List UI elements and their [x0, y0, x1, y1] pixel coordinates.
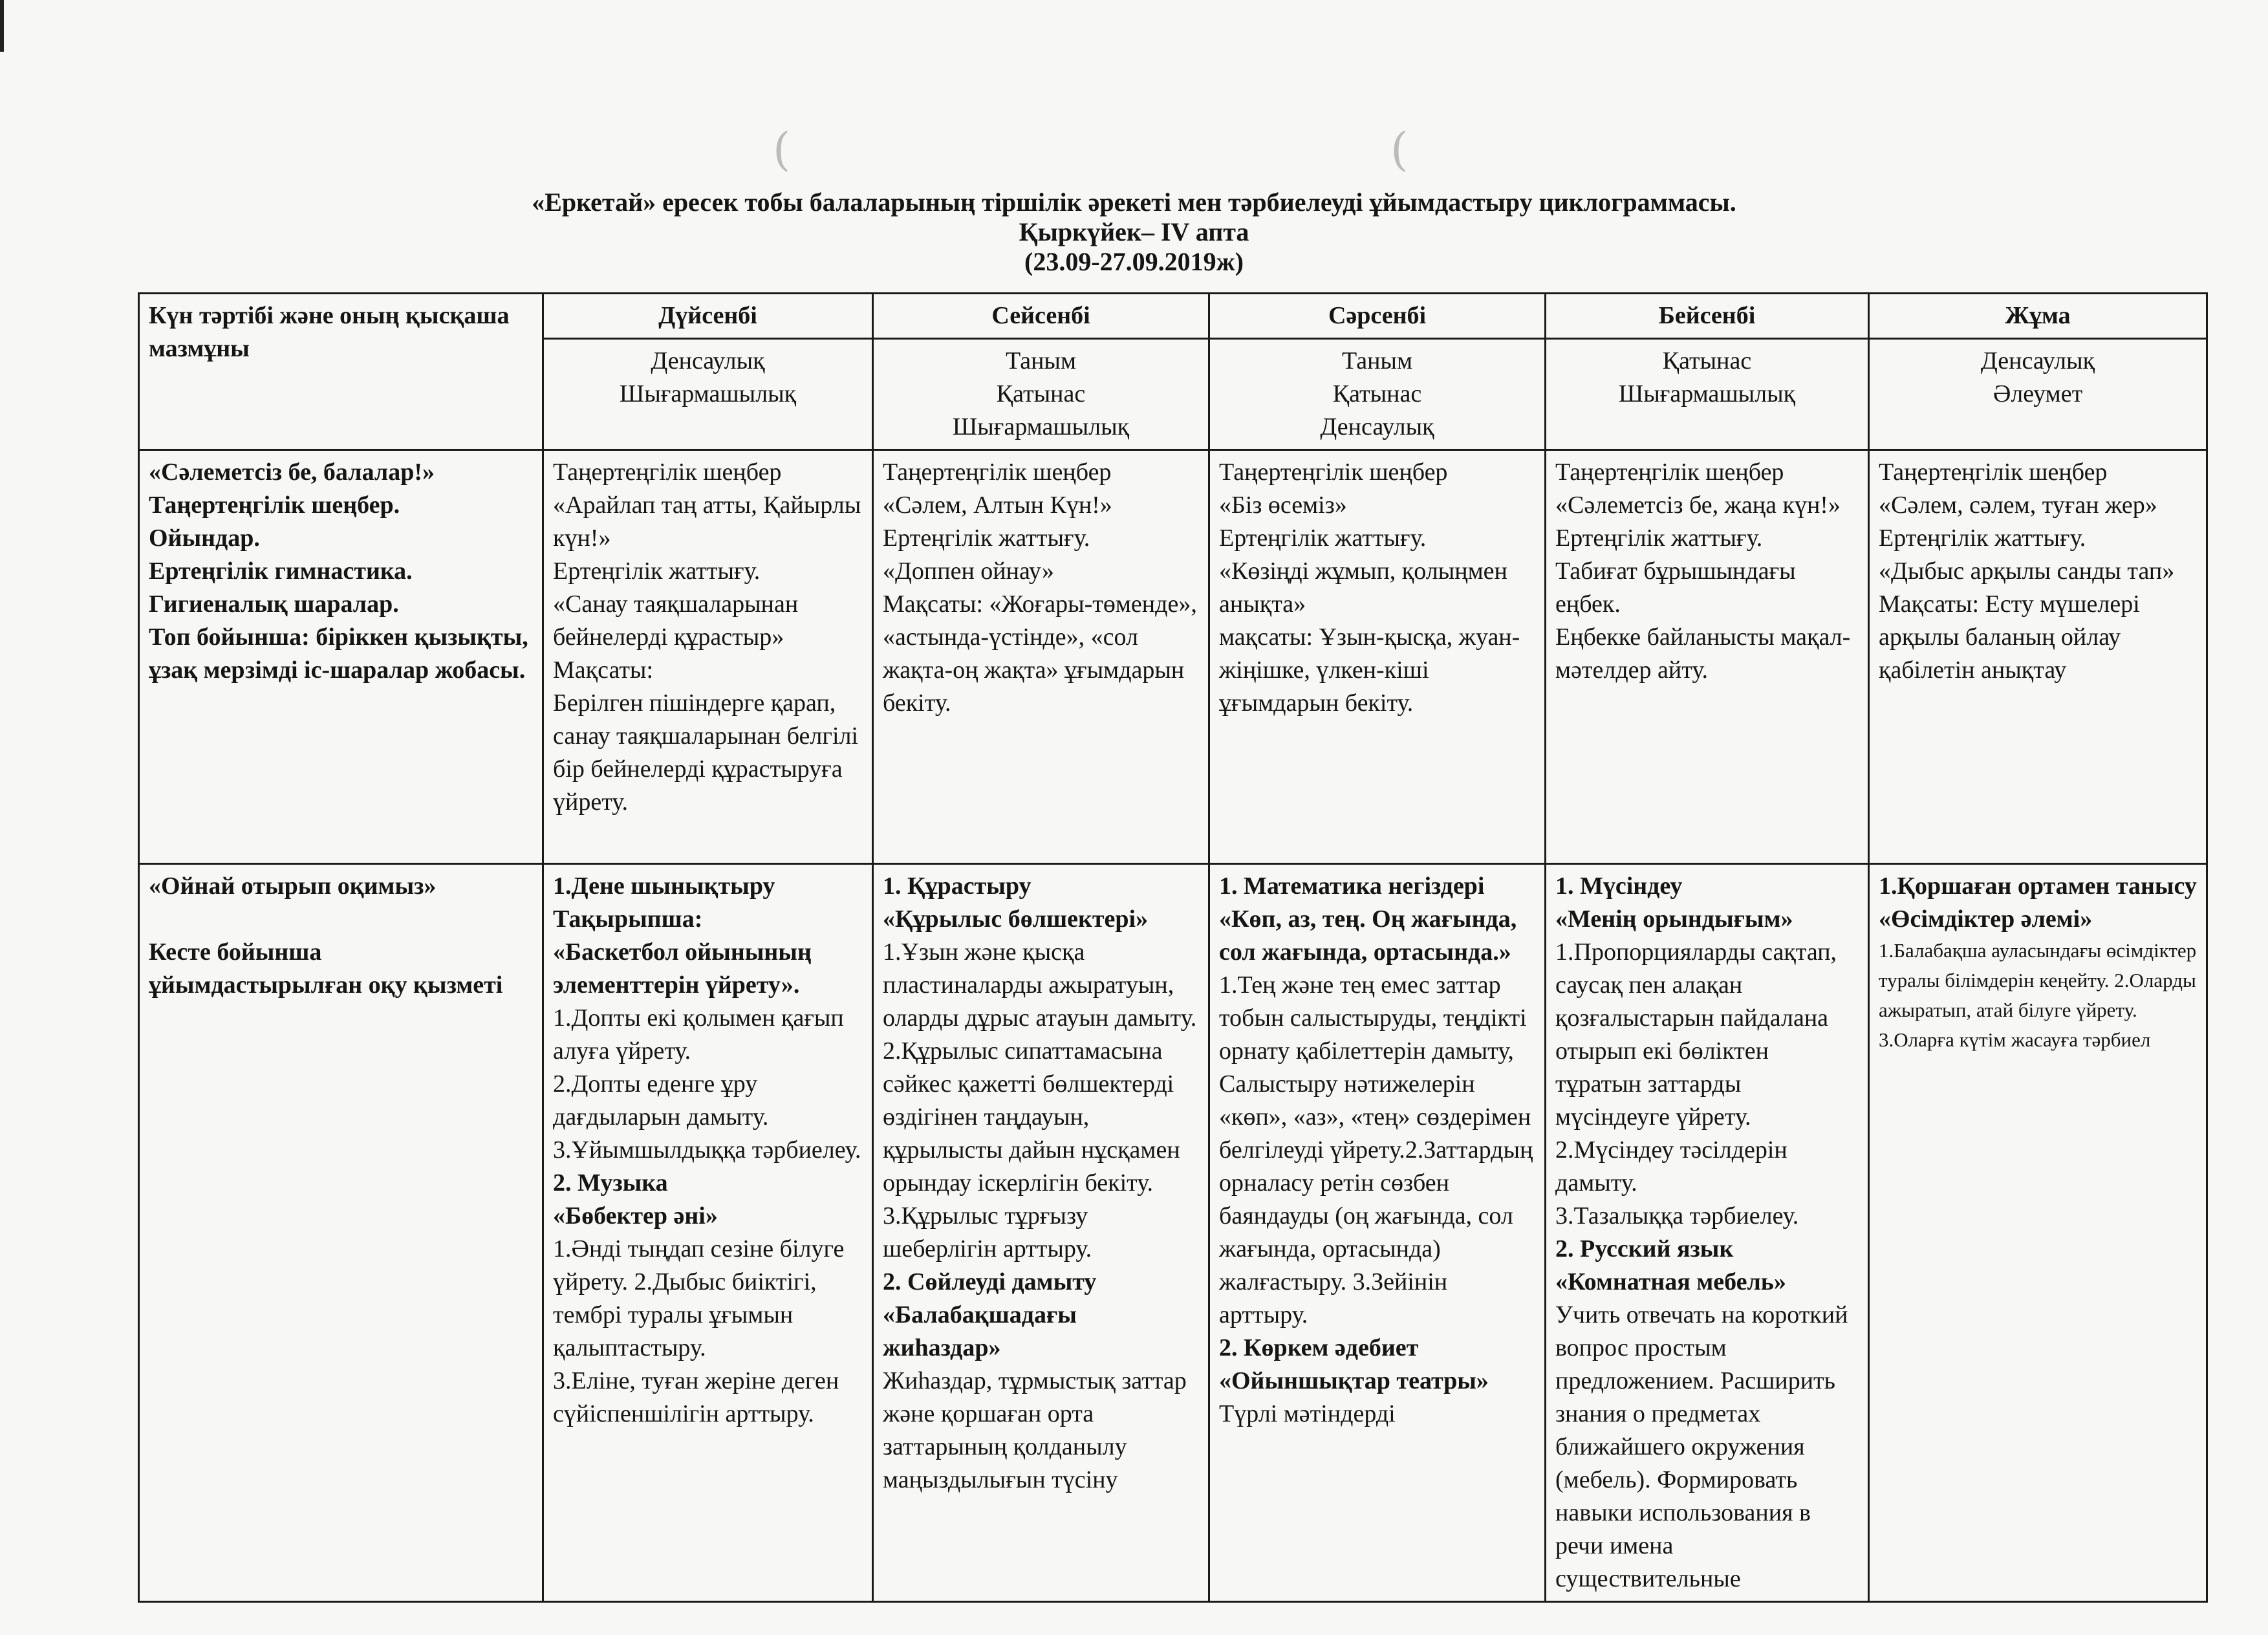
header-day-monday: Дүйсенбі	[543, 294, 873, 339]
cell-line: Таңертеңгілік шеңбер	[1879, 459, 2108, 486]
subject-heading: 1.Дене шынықтыру	[553, 872, 775, 900]
cell-line: Ертеңгілік жаттығу.	[883, 525, 1090, 552]
subject-text: 1.Допты екі қолымен қағып алуға үйрету.	[553, 1004, 844, 1065]
area-label: Денсаулық	[1320, 413, 1434, 440]
subject-text: 3.Ұйымшылдыққа тәрбиелеу.	[553, 1136, 861, 1164]
row2-label	[139, 864, 543, 1602]
cell-line: «Арайлап таң атты, Қайырлы күн!»	[553, 492, 861, 552]
row1-label-line: Ертеңгілік гимнастика.	[149, 558, 413, 585]
subject-text: 1.Пропорцияларды сақтап, саусақ пен алақан қозғалыстарын пайдалана отырып екі бөліктен тұратын заттарды мүсіндеуге үйрету. 2.Мүсіндеу тәсілдерін дамыту.	[1555, 938, 1837, 1196]
row1-thursday	[1546, 450, 1869, 864]
subject-heading: 2. Музыка	[553, 1169, 668, 1196]
header-day-thursday: Бейсенбі	[1546, 294, 1869, 339]
subject-text: 2.Допты еденге ұру дағдыларын дамыту.	[553, 1070, 769, 1131]
document-title	[0, 188, 2268, 277]
scan-edge	[0, 0, 4, 52]
cell-line: Мақсаты:	[553, 656, 654, 684]
row1-tuesday	[873, 450, 1209, 864]
subject-topic: «Баскетбол ойынының элементтерін үйрету».	[553, 938, 812, 999]
cell-line: Ертеңгілік жаттығу.	[1879, 525, 2086, 552]
cell-line: «Сәлем, сәлем, туған жер»	[1879, 492, 2157, 519]
cell-line: Табиғат бұрышындағы еңбек.	[1555, 558, 1796, 618]
subject-text: 3.Құрылыс тұрғызу шеберлігін арттыру.	[883, 1202, 1092, 1262]
spacer	[149, 903, 533, 936]
row1-monday	[543, 450, 873, 864]
subject-heading: 1. Математика негіздері	[1219, 872, 1485, 900]
cell-line: «Доппен ойнау»	[883, 558, 1054, 585]
subject-heading: 1. Мүсіндеу	[1555, 872, 1683, 900]
header-day-tuesday: Сейсенбі	[873, 294, 1209, 339]
cell-line: Ертеңгілік жаттығу.	[1219, 525, 1427, 552]
subject-topic: «Бөбектер әні»	[553, 1202, 718, 1229]
title-line-3: (23.09-27.09.2019ж)	[1024, 247, 1244, 276]
row1-label-line: Ойындар.	[149, 525, 260, 552]
area-label: Қатынас	[996, 380, 1086, 407]
subject-text: 1.Балабақша ауласындағы өсімдіктер туралы білімдерін кеңейту. 2.Оларды ажыратып, атай білуге үйрету. 3.Оларға күтім жасауға тәрбиел	[1879, 939, 2197, 1051]
subject-heading: 1. Құрастыру	[883, 872, 1031, 900]
subject-text: 3.Тазалыққа тәрбиелеу.	[1555, 1202, 1799, 1229]
row2-thursday	[1546, 864, 1869, 1602]
cell-line: Ертеңгілік жаттығу.	[553, 558, 761, 585]
subject-text: 2.Құрылыс сипаттамасына сәйкес қажетті бөлшектерді өздігінен таңдауын, құрылысты дайын нұсқамен орындау іскерлігін бекіту.	[883, 1037, 1180, 1196]
areas-wednesday	[1209, 339, 1546, 450]
area-label: Шығармашылық	[952, 413, 1130, 440]
row1-label-line: Топ бойынша: біріккен қызықты, ұзақ мерзімді іс-шаралар жобасы.	[149, 623, 528, 684]
areas-thursday	[1546, 339, 1869, 450]
area-label: Шығармашылық	[1618, 380, 1796, 407]
subject-heading: 1.Қоршаған ортамен танысу	[1879, 872, 2197, 900]
subject-topic: «Құрылыс бөлшектері»	[883, 905, 1149, 933]
subject-topic: «Ойыншықтар театры»	[1219, 1367, 1489, 1394]
scan-mark: (	[773, 123, 791, 176]
cell-line: Ертеңгілік жаттығу.	[1555, 525, 1763, 552]
cell-line: «Көзіңді жұмып, қолыңмен анықта»	[1219, 558, 1507, 618]
area-label: Әлеумет	[1993, 380, 2083, 407]
cell-line: Таңертеңгілік шеңбер	[1219, 459, 1448, 486]
cell-line: Еңбекке байланысты мақал-мәтелдер айту.	[1555, 623, 1851, 684]
row2-friday	[1869, 864, 2207, 1602]
subject-text: 1.Тең және тең емес заттар тобын салыстыруды, теңдікті орнату қабілеттерін дамыту, Салыстыру нәтижелерін «көп», «аз», «тең» сөздерімен белгілеуді үйрету.2.Заттардың орналасу ретін сөзбен баяндауды (оң жағында, сол жағында, ортасында) жалғастыру. 3.Зейінін арттыру.	[1219, 971, 1533, 1328]
row2-monday	[543, 864, 873, 1602]
cell-line: «Біз өсеміз»	[1219, 492, 1347, 519]
areas-friday	[1869, 339, 2207, 450]
area-label: Шығармашылық	[619, 380, 797, 407]
row2-label-line: Кесте бойынша ұйымдастырылған оқу қызметі	[149, 938, 503, 999]
scan-mark: (	[1390, 123, 1409, 176]
row1-label-line: Гигиеналық шаралар.	[149, 590, 399, 618]
area-label: Таным	[1341, 347, 1413, 374]
cell-line: «Сәлем, Алтын Күн!»	[883, 492, 1112, 519]
cell-line: «Сәлеметсіз бе, жаңа күн!»	[1555, 492, 1841, 519]
title-line-1: «Еркетай» ересек тобы балаларының тіршілік әрекеті мен тәрбиелеуді ұйымдастыру циклограммасы.	[532, 188, 1736, 217]
cell-line: «Дыбыс арқылы санды тап»	[1879, 558, 2175, 585]
subject-heading: 2. Сөйлеуді дамыту	[883, 1268, 1097, 1295]
area-label: Қатынас	[1332, 380, 1422, 407]
subject-topic: «Менің орындығым»	[1555, 905, 1793, 933]
subject-text: 3.Еліне, туған жеріне деген сүйіспеншілігін арттыру.	[553, 1367, 839, 1427]
cell-line: Таңертеңгілік шеңбер	[1555, 459, 1784, 486]
area-label: Таным	[1005, 347, 1077, 374]
subject-topic: «Балабақшадағы жиһаздар»	[883, 1301, 1077, 1361]
cyclogram-table	[138, 292, 2208, 1603]
areas-tuesday	[873, 339, 1209, 450]
header-day-wednesday: Сәрсенбі	[1209, 294, 1546, 339]
header-regime: Күн тәртібі және оның қысқаша мазмұны	[139, 294, 543, 450]
cell-line: Мақсаты: Есту мүшелері арқылы баланың ойлау қабілетін анықтау	[1879, 590, 2140, 684]
subject-text: Түрлі мәтіндерді	[1219, 1400, 1396, 1427]
subject-text: Жиһаздар, тұрмыстық заттар және қоршаған орта заттарының қолданылу маңыздылығын түсіну	[883, 1367, 1187, 1493]
subject-topic: «Көп, аз, тең. Оң жағында, сол жағында, ортасында.»	[1219, 905, 1517, 966]
row1-friday	[1869, 450, 2207, 864]
subject-heading: 2. Русский язык	[1555, 1235, 1734, 1262]
header-day-friday: Жұма	[1869, 294, 2207, 339]
row1-label-line: «Сәлеметсіз бе, балалар!»	[149, 459, 435, 486]
cell-line: Мақсаты: «Жоғары-төменде», «астында-үстінде», «сол жақта-оң жақта» ұғымдарын бекіту.	[883, 590, 1197, 717]
cell-line: «Санау таяқшаларынан бейнелерді құрастыр»	[553, 590, 799, 651]
subject-topic: «Комнатная мебель»	[1555, 1268, 1786, 1295]
subject-text: 1.Әнді тыңдап сезіне білуге үйрету. 2.Дыбыс биіктігі, тембрі туралы ұғымын қалыптастыру.	[553, 1235, 845, 1361]
subject-heading: Тақырыпша:	[553, 905, 703, 933]
area-label: Денсаулық	[1980, 347, 2095, 374]
areas-monday	[543, 339, 873, 450]
row1-label-line: Таңертеңгілік шеңбер.	[149, 492, 400, 519]
area-label: Денсаулық	[651, 347, 765, 374]
row2-tuesday	[873, 864, 1209, 1602]
title-line-2: Қыркүйек– IV апта	[1019, 217, 1249, 246]
cell-line: Берілген пішіндерге қарап, санау таяқшаларынан белгілі бір бейнелерді құрастыруға үйрету.	[553, 689, 859, 816]
row1-wednesday	[1209, 450, 1546, 864]
subject-topic: «Өсімдіктер әлемі»	[1879, 905, 2093, 933]
subject-heading: 2. Көркем әдебиет	[1219, 1334, 1419, 1361]
row1-label	[139, 450, 543, 864]
area-label: Қатынас	[1662, 347, 1752, 374]
subject-text: 1.Ұзын және қысқа пластиналарды ажыратуын, оларды дұрыс атауын дамыту.	[883, 938, 1197, 1032]
cell-line: Таңертеңгілік шеңбер	[883, 459, 1112, 486]
subject-text: Учить отвечать на короткий вопрос простым предложением. Расширить знания о предметах ближайшего окружения (мебель). Формировать навыки использования в речи имена существительные	[1555, 1301, 1848, 1592]
cell-line: Таңертеңгілік шеңбер	[553, 459, 782, 486]
row2-wednesday	[1209, 864, 1546, 1602]
row2-label-line: «Ойнай отырып оқимыз»	[149, 872, 437, 900]
cell-line: мақсаты: Ұзын-қысқа, жуан-жіңішке, үлкен-кіші ұғымдарын бекіту.	[1219, 623, 1520, 717]
